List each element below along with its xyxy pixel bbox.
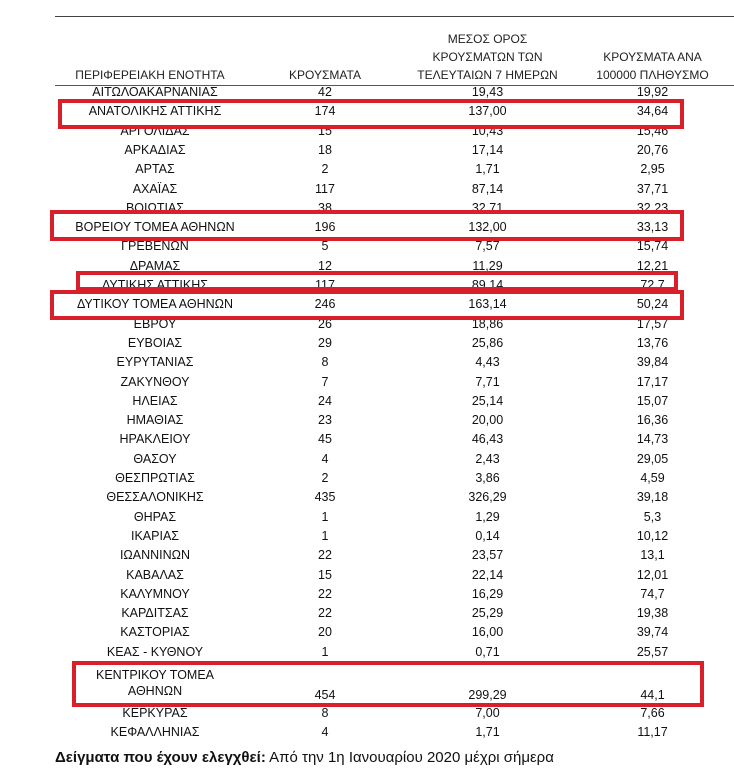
avg-value: 20,00 (471, 413, 504, 428)
avg-value: 32,71 (471, 200, 504, 215)
table-row (0, 353, 734, 372)
region-name: ΗΡΑΚΛΕΙΟΥ (119, 432, 191, 447)
per100k-value: 72,7 (640, 278, 665, 292)
cases-value: 24 (318, 393, 332, 408)
avg-value: 0,14 (475, 528, 500, 543)
region-name: ΔΡΑΜΑΣ (129, 258, 181, 273)
per100k-value: 12,21 (636, 258, 669, 273)
per100k-value: 7,66 (640, 706, 665, 720)
region-name: ΚΑΒΑΛΑΣ (126, 567, 184, 582)
per100k-value: 14,73 (636, 432, 669, 447)
cases-value: 5 (321, 239, 329, 254)
avg-value: 2,43 (475, 451, 500, 466)
cases-value: 15 (318, 567, 332, 582)
table-row-kentrikou (0, 667, 734, 705)
cases-value: 42 (318, 85, 332, 99)
avg-value: 1,29 (475, 509, 500, 524)
region-name-line-1: ΚΕΝΤΡΙΚΟΥ ΤΟΜΕΑ (96, 668, 214, 682)
top-rule (55, 16, 734, 17)
per100k-value: 15,46 (636, 123, 669, 138)
region-name: ΚΕΡΚΥΡΑΣ (122, 706, 188, 720)
cases-value: 26 (318, 316, 332, 331)
region-name: ΚΑΡΔΙΤΣΑΣ (121, 606, 189, 621)
cases-value: 23 (318, 413, 332, 428)
cases-value: 29 (318, 335, 332, 350)
avg-value: 89,14 (471, 278, 504, 292)
per100k-value: 16,36 (636, 413, 669, 428)
avg-value: 7,00 (475, 706, 500, 720)
avg-value: 22,14 (471, 567, 504, 582)
region-name-line-2: ΑΘΗΝΩΝ (127, 684, 183, 698)
header-7day-average (405, 30, 570, 84)
region-name: ΙΚΑΡΙΑΣ (130, 528, 180, 543)
table-row (0, 373, 734, 392)
region-name: ΑΡΚΑΔΙΑΣ (124, 142, 186, 157)
avg-value: 23,57 (471, 548, 504, 563)
table-row (0, 546, 734, 565)
avg-value: 25,29 (471, 606, 504, 621)
cases-value: 4 (321, 451, 329, 466)
per100k-value: 32,23 (636, 200, 669, 215)
avg-value: 11,29 (472, 258, 503, 273)
region-name: ΚΑΣΤΟΡΙΑΣ (120, 625, 190, 640)
header-cases-per-100k (575, 48, 730, 84)
avg-value: 1,71 (475, 725, 500, 740)
region-name: ΘΑΣΟΥ (133, 451, 177, 466)
avg-value: 326,29 (468, 490, 507, 505)
region-name: ΕΥΒΟΙΑΣ (127, 335, 183, 350)
region-name: ΒΟΡΕΙΟΥ ΤΟΜΕΑ ΑΘΗΝΩΝ (75, 220, 235, 235)
cases-value: 1 (321, 509, 329, 524)
region-name (55, 667, 255, 699)
avg-value: 18,86 (471, 316, 504, 331)
table-row (0, 585, 734, 604)
per100k-value: 39,74 (636, 625, 669, 640)
region-name: ΑΡΤΑΣ (135, 162, 175, 177)
table-row (0, 450, 734, 469)
table-row (0, 276, 734, 295)
region-name: ΔΥΤΙΚΗΣ ΑΤΤΙΚΗΣ (102, 278, 208, 292)
region-name: ΒΟΙΩΤΙΑΣ (125, 200, 185, 215)
header-region: ΠΕΡΙΦΕΡΕΙΑΚΗ ΕΝΟΤΗΤΑ (75, 68, 225, 82)
avg-value: 19,43 (471, 85, 504, 99)
cases-value: 454 (314, 688, 336, 702)
header-avg-line-1: ΜΕΣΟΣ ΟΡΟΣ (447, 32, 528, 46)
table-row (0, 295, 734, 314)
avg-value: 299,29 (468, 688, 507, 702)
cases-value: 18 (318, 142, 332, 157)
table-row (0, 334, 734, 353)
per100k-value: 19,92 (636, 85, 669, 99)
per100k-value: 5,3 (643, 509, 662, 524)
table-row (0, 643, 734, 662)
cases-value: 1 (321, 644, 329, 659)
avg-value: 16,29 (471, 586, 504, 601)
table-row (0, 508, 734, 527)
cases-value: 174 (314, 104, 336, 119)
cases-value: 2 (321, 471, 329, 485)
footer-body: Από την 1η Ιανουαρίου 2020 μέχρι σήμερα (265, 749, 554, 766)
header-per-line-2: 100000 ΠΛΗΘΥΣΜΟ (596, 68, 709, 82)
footer-bold: Δείγματα που έχουν ελεγχθεί: (55, 749, 266, 766)
cases-value: 2 (321, 162, 329, 177)
header-cases: ΚΡΟΥΣΜΑΤΑ (289, 68, 361, 82)
avg-value: 4,43 (475, 355, 500, 370)
table-row (0, 257, 734, 276)
avg-value: 7,71 (475, 374, 500, 389)
per100k-value: 19,38 (636, 606, 669, 621)
cases-value: 4 (321, 725, 329, 740)
per100k-value: 33,13 (636, 220, 669, 235)
region-name: ΓΡΕΒΕΝΩΝ (121, 239, 189, 254)
table-row (0, 623, 734, 642)
header-avg-line-3: ΤΕΛΕΥΤΑΙΩΝ 7 ΗΜΕΡΩΝ (417, 68, 558, 82)
cases-value: 38 (318, 200, 332, 215)
per100k-value: 50,24 (636, 297, 669, 312)
region-name: ΑΧΑΪΑΣ (132, 181, 178, 196)
avg-value: 3,86 (475, 471, 500, 485)
per100k-value: 39,84 (636, 355, 669, 370)
region-name: ΗΜΑΘΙΑΣ (126, 413, 184, 428)
per100k-value: 20,76 (636, 142, 669, 157)
avg-value: 163,14 (468, 297, 507, 312)
avg-value: 16,00 (471, 625, 504, 640)
cases-value: 45 (318, 432, 332, 447)
per100k-value: 37,71 (636, 181, 669, 196)
per100k-value: 74,7 (640, 586, 665, 601)
per100k-value: 11,17 (637, 725, 668, 740)
per100k-value: 17,17 (636, 374, 669, 389)
table-row (0, 141, 734, 160)
table-row (0, 604, 734, 623)
header-avg-line-2: ΚΡΟΥΣΜΑΤΩΝ ΤΩΝ (432, 50, 543, 64)
table-row (0, 704, 734, 723)
cases-value: 20 (318, 625, 332, 640)
table-row (0, 218, 734, 237)
avg-value: 0,71 (475, 644, 500, 659)
per100k-value: 34,64 (636, 104, 669, 119)
cases-value: 196 (314, 220, 336, 235)
per100k-value: 12,01 (636, 567, 669, 582)
cases-value: 15 (318, 123, 332, 138)
per100k-value: 17,57 (636, 316, 669, 331)
region-name: ΑΝΑΤΟΛΙΚΗΣ ΑΤΤΙΚΗΣ (88, 104, 222, 119)
table-row (0, 315, 734, 334)
per100k-value: 25,57 (636, 644, 669, 659)
region-name: ΘΕΣΣΑΛΟΝΙΚΗΣ (106, 490, 204, 505)
region-name: ΚΑΛΥΜΝΟΥ (120, 586, 190, 601)
region-name: ΑΙΤΩΛΟΑΚΑΡΝΑΝΙΑΣ (92, 85, 218, 99)
avg-value: 87,14 (471, 181, 504, 196)
avg-value: 1,71 (475, 162, 500, 177)
per100k-value: 39,18 (636, 490, 669, 505)
table-row (0, 488, 734, 507)
table-row (0, 237, 734, 256)
table-row (0, 527, 734, 546)
avg-value: 25,14 (471, 393, 504, 408)
avg-value: 17,14 (471, 142, 504, 157)
table-row (0, 723, 734, 742)
per100k-value: 13,1 (640, 548, 665, 563)
table-row (0, 122, 734, 141)
per100k-value: 2,95 (640, 162, 665, 177)
table-row (0, 392, 734, 411)
cases-value: 7 (321, 374, 329, 389)
region-name: ΑΡΓΟΛΙΔΑΣ (120, 123, 190, 138)
table-row (0, 566, 734, 585)
avg-value: 137,00 (468, 104, 507, 119)
table-row (0, 180, 734, 199)
cases-value: 12 (318, 258, 332, 273)
per100k-value: 15,74 (636, 239, 669, 254)
per100k-value: 15,07 (636, 393, 669, 408)
cases-value: 1 (321, 528, 329, 543)
table-row (0, 102, 734, 121)
region-name: ΚΕΦΑΛΛΗΝΙΑΣ (110, 725, 200, 740)
cases-value: 8 (321, 706, 329, 720)
per100k-value: 29,05 (636, 451, 669, 466)
cases-value: 246 (314, 297, 336, 312)
cases-value: 22 (318, 586, 332, 601)
avg-value: 25,86 (471, 335, 504, 350)
table-row (0, 430, 734, 449)
region-name: ΖΑΚΥΝΘΟΥ (120, 374, 190, 389)
cases-value: 22 (318, 606, 332, 621)
per100k-value: 13,76 (636, 335, 669, 350)
avg-value: 132,00 (468, 220, 507, 235)
avg-value: 7,57 (475, 239, 500, 254)
cases-value: 22 (318, 548, 332, 563)
cases-value: 435 (314, 490, 336, 505)
avg-value: 46,43 (471, 432, 504, 447)
region-name: ΕΥΡΥΤΑΝΙΑΣ (116, 355, 194, 370)
per100k-value: 4,59 (640, 471, 665, 485)
table-row (0, 83, 734, 102)
table-row (0, 199, 734, 218)
region-name: ΔΥΤΙΚΟΥ ΤΟΜΕΑ ΑΘΗΝΩΝ (76, 297, 234, 312)
cases-value: 8 (321, 355, 329, 370)
header-per-line-1: ΚΡΟΥΣΜΑΤΑ ΑΝΑ (603, 50, 702, 64)
region-name: ΘΗΡΑΣ (133, 509, 177, 524)
footer-text (55, 748, 554, 768)
per100k-value: 44,1 (640, 688, 665, 702)
avg-value: 10,43 (471, 123, 504, 138)
table-row (0, 160, 734, 179)
cases-value: 117 (315, 278, 335, 292)
region-name: ΙΩΑΝΝΙΝΩΝ (119, 548, 191, 563)
cases-value: 117 (315, 181, 335, 196)
table-row (0, 469, 734, 488)
region-name: ΗΛΕΙΑΣ (132, 393, 178, 408)
region-name: ΚΕΑΣ - ΚΥΘΝΟΥ (106, 644, 204, 659)
region-name: ΘΕΣΠΡΩΤΙΑΣ (115, 471, 195, 485)
table-row (0, 411, 734, 430)
region-name: ΕΒΡΟΥ (133, 316, 177, 331)
per100k-value: 10,12 (636, 528, 669, 543)
